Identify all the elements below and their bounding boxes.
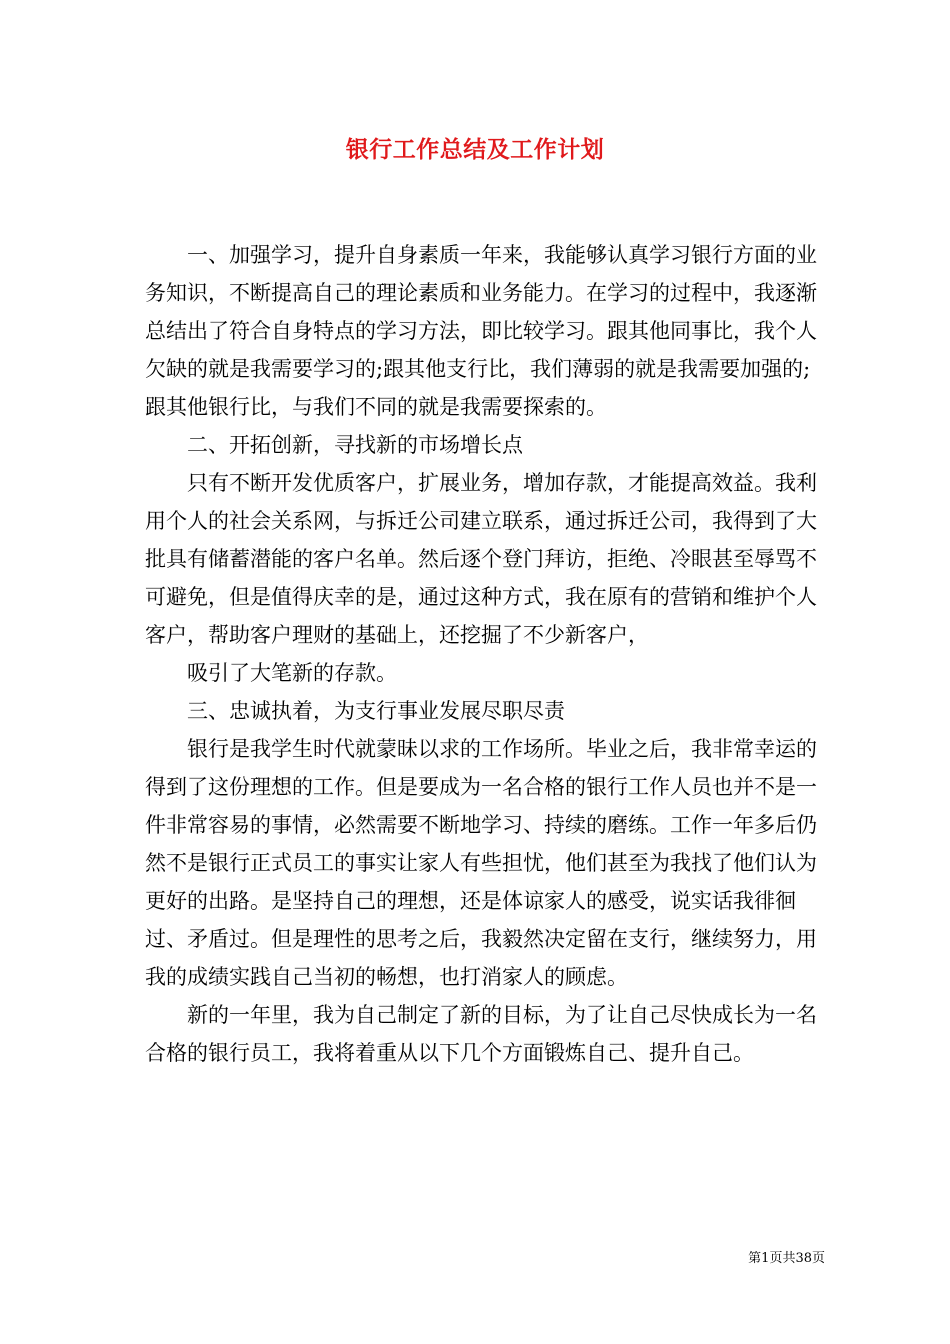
paragraph-career: 银行是我学生时代就蒙昧以求的工作场所。毕业之后，我非常幸运的得到了这份理想的工作。但是要成为一名合格的银行工作人员也并不是一件非常容易的事情，必然需要不断地学习、持续的磨练。工作一年多后仍然不是银行正式员工的事实让家人有些担忧，他们甚至为我找了他们认为更好的出路。是坚持自己的理想，还是体谅家人的感受，说实话我徘徊过、矛盾过。但是理性的思考之后，我毅然决定留在支行，继续努力，用我的成绩实践自己当初的畅想，也打消家人的顾虑。 (145, 737, 817, 989)
paragraph-new-year: 新的一年里，我为自己制定了新的目标，为了让自己尽快成长为一名合格的银行员工，我将着重从以下几个方面锻炼自己、提升自己。 (145, 1003, 817, 1065)
document-title: 银行工作总结及工作计划 (345, 136, 605, 163)
paragraph-deposits: 吸引了大笔新的存款。 (187, 661, 397, 685)
page-number: 第1页共38页 (748, 1251, 825, 1266)
paragraph-study: 一、加强学习，提升自身素质一年来，我能够认真学习银行方面的业务知识，不断提高自己的理论素质和业务能力。在学习的过程中，我逐渐总结出了符合自身特点的学习方法，即比较学习。跟其他同事比，我个人欠缺的就是我需要学习的;跟其他支行比，我们薄弱的就是我需要加强的;跟其他银行比，与我们不同的就是我需要探索的。 (145, 243, 817, 419)
section-heading-innovation: 二、开拓创新，寻找新的市场增长点 (187, 433, 523, 457)
document-body (145, 236, 825, 1072)
section-heading-loyalty: 三、忠诚执着，为支行事业发展尽职尽责 (187, 699, 565, 723)
paragraph-clients: 只有不断开发优质客户，扩展业务，增加存款，才能提高效益。我利用个人的社会关系网，与拆迁公司建立联系，通过拆迁公司，我得到了大批具有储蓄潜能的客户名单。然后逐个登门拜访，拒绝、冷眼甚至辱骂不可避免，但是值得庆幸的是，通过这种方式，我在原有的营销和维护个人客户，帮助客户理财的基础上，还挖掘了不少新客户， (145, 471, 817, 647)
